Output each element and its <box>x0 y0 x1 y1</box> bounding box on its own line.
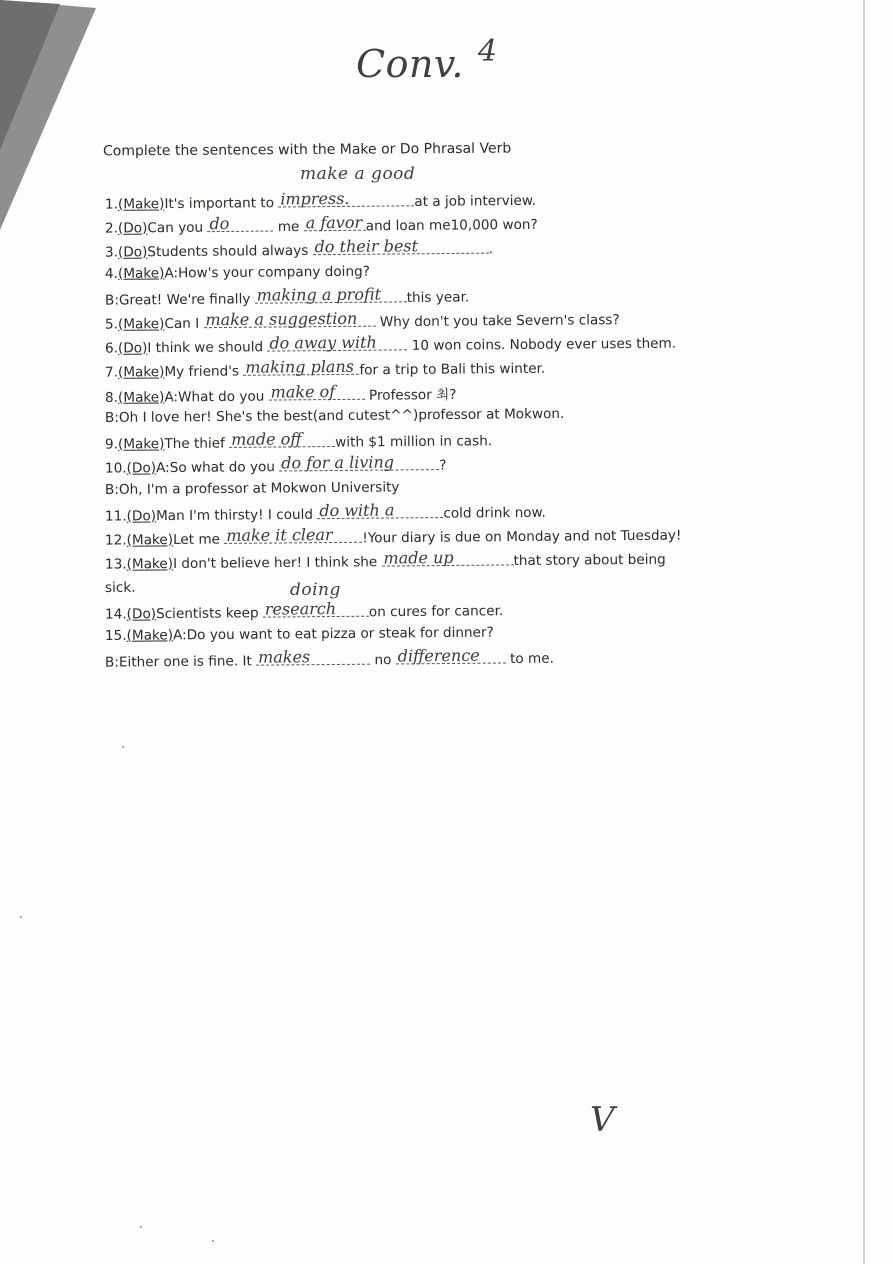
answer-14: research <box>264 598 337 619</box>
answer-15b: difference <box>397 645 480 666</box>
answer-8: make of <box>270 381 336 402</box>
item-1: 1.(Make)It's important to impress. at a job interview. <box>104 188 537 213</box>
answer-3: do their best <box>314 235 419 256</box>
answer-1-above: make a good <box>300 164 416 184</box>
item-14: 14.(Do)Scientists keep research on cures for cancer. <box>104 598 504 623</box>
item-9: 9.(Make)The thief made off with $1 million in cash. <box>104 428 493 453</box>
item-11: 11.(Do)Man I'm thirsty! I could do with a cold drink now. <box>104 500 546 525</box>
scan-corner-shadow <box>0 0 110 240</box>
item-5: 5.(Make)Can I make a suggestion Why don't you take Severn's class? <box>104 308 620 333</box>
scan-speck <box>122 746 124 748</box>
item-2: 2.(Do)Can you do me a favor and loan me10,000 won? <box>104 212 538 237</box>
answer-4: making a profit <box>256 284 382 305</box>
item-15b: B:Either one is fine. It makes no difference to me. <box>104 645 555 671</box>
answer-15a: makes <box>258 646 311 667</box>
answer-1: impress. <box>280 188 350 209</box>
grade-mark: V <box>590 1100 616 1140</box>
item-8b: B:Oh I love her! She's the best(and cutest^^)professor at Mokwon. <box>104 405 565 426</box>
answer-5: make a suggestion <box>205 308 358 329</box>
item-6: 6.(Do)I think we should do away with 10 won coins. Nobody ever uses them. <box>104 332 677 357</box>
answer-2b: a favor <box>305 212 363 232</box>
answer-13: made up <box>383 547 454 568</box>
item-7: 7.(Make)My friend's making plans for a trip to Bali this winter. <box>104 356 546 381</box>
instructions: Complete the sentences with the Make or Do Phrasal Verb <box>102 140 512 160</box>
answer-11: do with a <box>319 500 395 520</box>
scan-speck <box>140 1226 142 1228</box>
answer-14-above: doing <box>290 580 341 600</box>
answer-9: made off <box>231 428 302 449</box>
answer-10: do for a living <box>281 452 395 473</box>
item-13b: sick. <box>104 579 136 596</box>
page-title-number: 4 <box>478 34 498 69</box>
answer-2a: do <box>209 213 230 233</box>
item-4: 4.(Make)A:How's your company doing? <box>104 263 370 282</box>
scan-speck <box>212 1240 214 1242</box>
item-8: 8.(Make)A:What do you make of Professor 최? <box>104 381 457 406</box>
item-15: 15.(Make)A:Do you want to eat pizza or steak for dinner? <box>104 624 494 644</box>
item-10b: B:Oh, I'm a professor at Mokwon University <box>104 479 400 498</box>
page-title: Conv. <box>356 42 464 86</box>
scan-speck <box>20 916 22 918</box>
item-10: 10.(Do)A:So what do you do for a living ? <box>104 452 447 477</box>
item-4b: B:Great! We're finally making a profit this year. <box>104 284 470 309</box>
answer-7: making plans <box>245 356 355 377</box>
item-12: 12.(Make)Let me make it clear !Your diary is due on Monday and not Tuesday! <box>104 524 682 549</box>
scan-right-edge <box>863 0 865 1264</box>
item-3: 3.(Do)Students should always do their best . <box>104 235 494 261</box>
answer-6: do away with <box>269 332 377 353</box>
answer-12: make it clear <box>226 524 333 545</box>
item-13: 13.(Make)I don't believe her! I think she made up that story about being <box>104 547 666 573</box>
